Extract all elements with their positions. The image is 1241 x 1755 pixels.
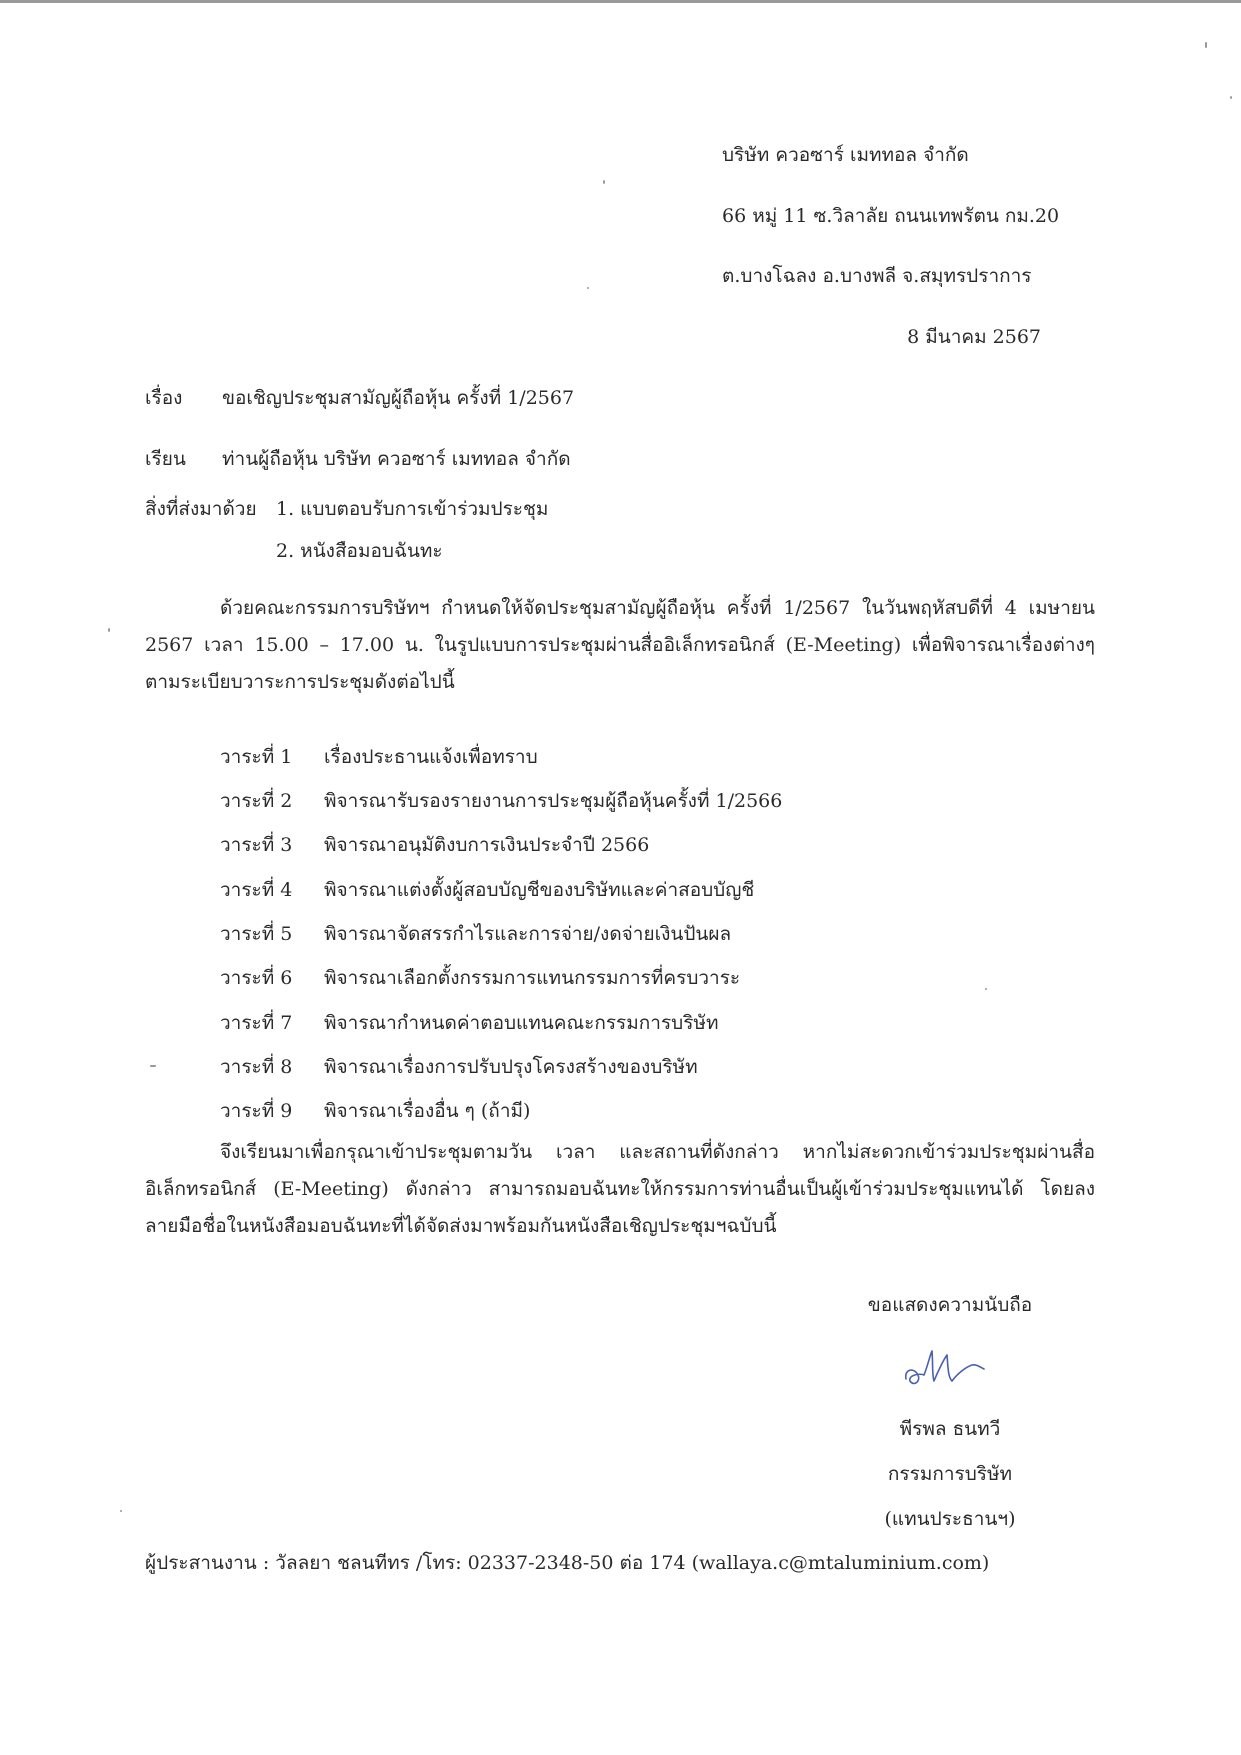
subject-label: เรื่อง xyxy=(145,387,183,409)
agenda-number: วาระที่ 9 xyxy=(220,1100,293,1122)
agenda-number: วาระที่ 6 xyxy=(220,967,293,989)
address-line-1: 66 หมู่ 11 ซ.วิลาลัย ถนนเทพรัตน กม.20 xyxy=(722,205,1060,227)
recipient-value: ท่านผู้ถือหุ้น บริษัท ควอซาร์ เมททอล จำกัด xyxy=(222,448,571,470)
agenda-text: พิจารณาเรื่องการปรับปรุงโครงสร้างของบริษัท xyxy=(324,1056,698,1078)
scan-speck xyxy=(603,180,605,184)
subject-value: ขอเชิญประชุมสามัญผู้ถือหุ้น ครั้งที่ 1/2567 xyxy=(222,387,575,409)
agenda-text: เรื่องประธานแจ้งเพื่อทราบ xyxy=(324,746,538,768)
agenda-text: พิจารณากำหนดค่าตอบแทนคณะกรรมการบริษัท xyxy=(324,1012,719,1034)
closing-paragraph: จึงเรียนมาเพื่อกรุณาเข้าประชุมตามวัน เวลา และสถานที่ดังกล่าว หากไม่สะดวกเข้าร่วมประชุมผ่านสื่ออิเล็กทรอนิกส์ (E-Meeting) ดังกล่าว สามารถมอบฉันทะให้กรรมการท่านอื่นเป็นผู้เข้าร่วมประชุมแทนได้ โดยลงลายมือชื่อในหนังสือมอบฉันทะที่ได้จัดส่งมาพร้อมกันหนังสือเชิญประชุมฯฉบับนี้ xyxy=(145,1141,1095,1237)
scan-speck xyxy=(150,1065,156,1067)
scan-speck xyxy=(985,988,987,990)
agenda-number: วาระที่ 7 xyxy=(220,1012,293,1034)
recipient-label: เรียน xyxy=(145,448,186,470)
enclosures-label: สิ่งที่ส่งมาด้วย xyxy=(145,498,257,520)
agenda-text: พิจารณาเรื่องอื่น ๆ (ถ้ามี) xyxy=(324,1100,531,1122)
scan-speck xyxy=(120,1510,122,1512)
contact-info: ผู้ประสานงาน : วัลลยา ชลนทีทร /โทร: 02337-2348-50 ต่อ 174 (wallaya.c@mtaluminium.com) xyxy=(145,1552,990,1574)
signatory-name: พีรพล ธนทวี xyxy=(899,1418,1001,1440)
agenda-number: วาระที่ 8 xyxy=(220,1056,293,1078)
agenda-number: วาระที่ 2 xyxy=(220,790,293,812)
handwritten-signature xyxy=(900,1345,1000,1395)
agenda-number: วาระที่ 4 xyxy=(220,879,293,901)
signatory-on-behalf: (แทนประธานฯ) xyxy=(884,1508,1016,1530)
company-name: บริษัท ควอซาร์ เมททอล จำกัด xyxy=(722,144,969,166)
scan-edge xyxy=(0,0,1241,3)
enclosure-item: 2. หนังสือมอบฉันทะ xyxy=(276,540,443,562)
intro-paragraph: ด้วยคณะกรรมการบริษัทฯ กำหนดให้จัดประชุมสามัญผู้ถือหุ้น ครั้งที่ 1/2567 ในวันพฤหัสบดีที่ 4 เมษายน 2567 เวลา 15.00 – 17.00 น. ในรูปแบบการประชุมผ่านสื่ออิเล็กทรอนิกส์ (E-Meeting) เพื่อพิจารณาเรื่องต่างๆ ตามระเบียบวาระการประชุมดังต่อไปนี้ xyxy=(145,597,1095,693)
agenda-text: พิจารณาแต่งตั้งผู้สอบบัญชีของบริษัทและค่าสอบบัญชี xyxy=(324,879,755,901)
agenda-number: วาระที่ 3 xyxy=(220,834,293,856)
scan-speck xyxy=(587,287,589,289)
scan-speck xyxy=(1205,42,1207,48)
agenda-number: วาระที่ 1 xyxy=(220,746,293,768)
signatory-title: กรรมการบริษัท xyxy=(887,1463,1013,1485)
agenda-text: พิจารณาเลือกตั้งกรรมการแทนกรรมการที่ครบวาระ xyxy=(324,967,741,989)
enclosure-item: 1. แบบตอบรับการเข้าร่วมประชุม xyxy=(276,498,549,520)
agenda-text: พิจารณาอนุมัติงบการเงินประจำปี 2566 xyxy=(324,834,650,856)
agenda-number: วาระที่ 5 xyxy=(220,923,293,945)
scan-speck xyxy=(108,628,110,632)
address-line-2: ต.บางโฉลง อ.บางพลี จ.สมุทรปราการ xyxy=(722,265,1032,287)
salutation: ขอแสดงความนับถือ xyxy=(867,1294,1033,1316)
agenda-text: พิจารณารับรองรายงานการประชุมผู้ถือหุ้นครั้งที่ 1/2566 xyxy=(324,790,783,812)
scan-speck xyxy=(1230,96,1232,99)
letter-date: 8 มีนาคม 2567 xyxy=(907,326,1041,348)
agenda-text: พิจารณาจัดสรรกำไรและการจ่าย/งดจ่ายเงินปันผล xyxy=(324,923,732,945)
